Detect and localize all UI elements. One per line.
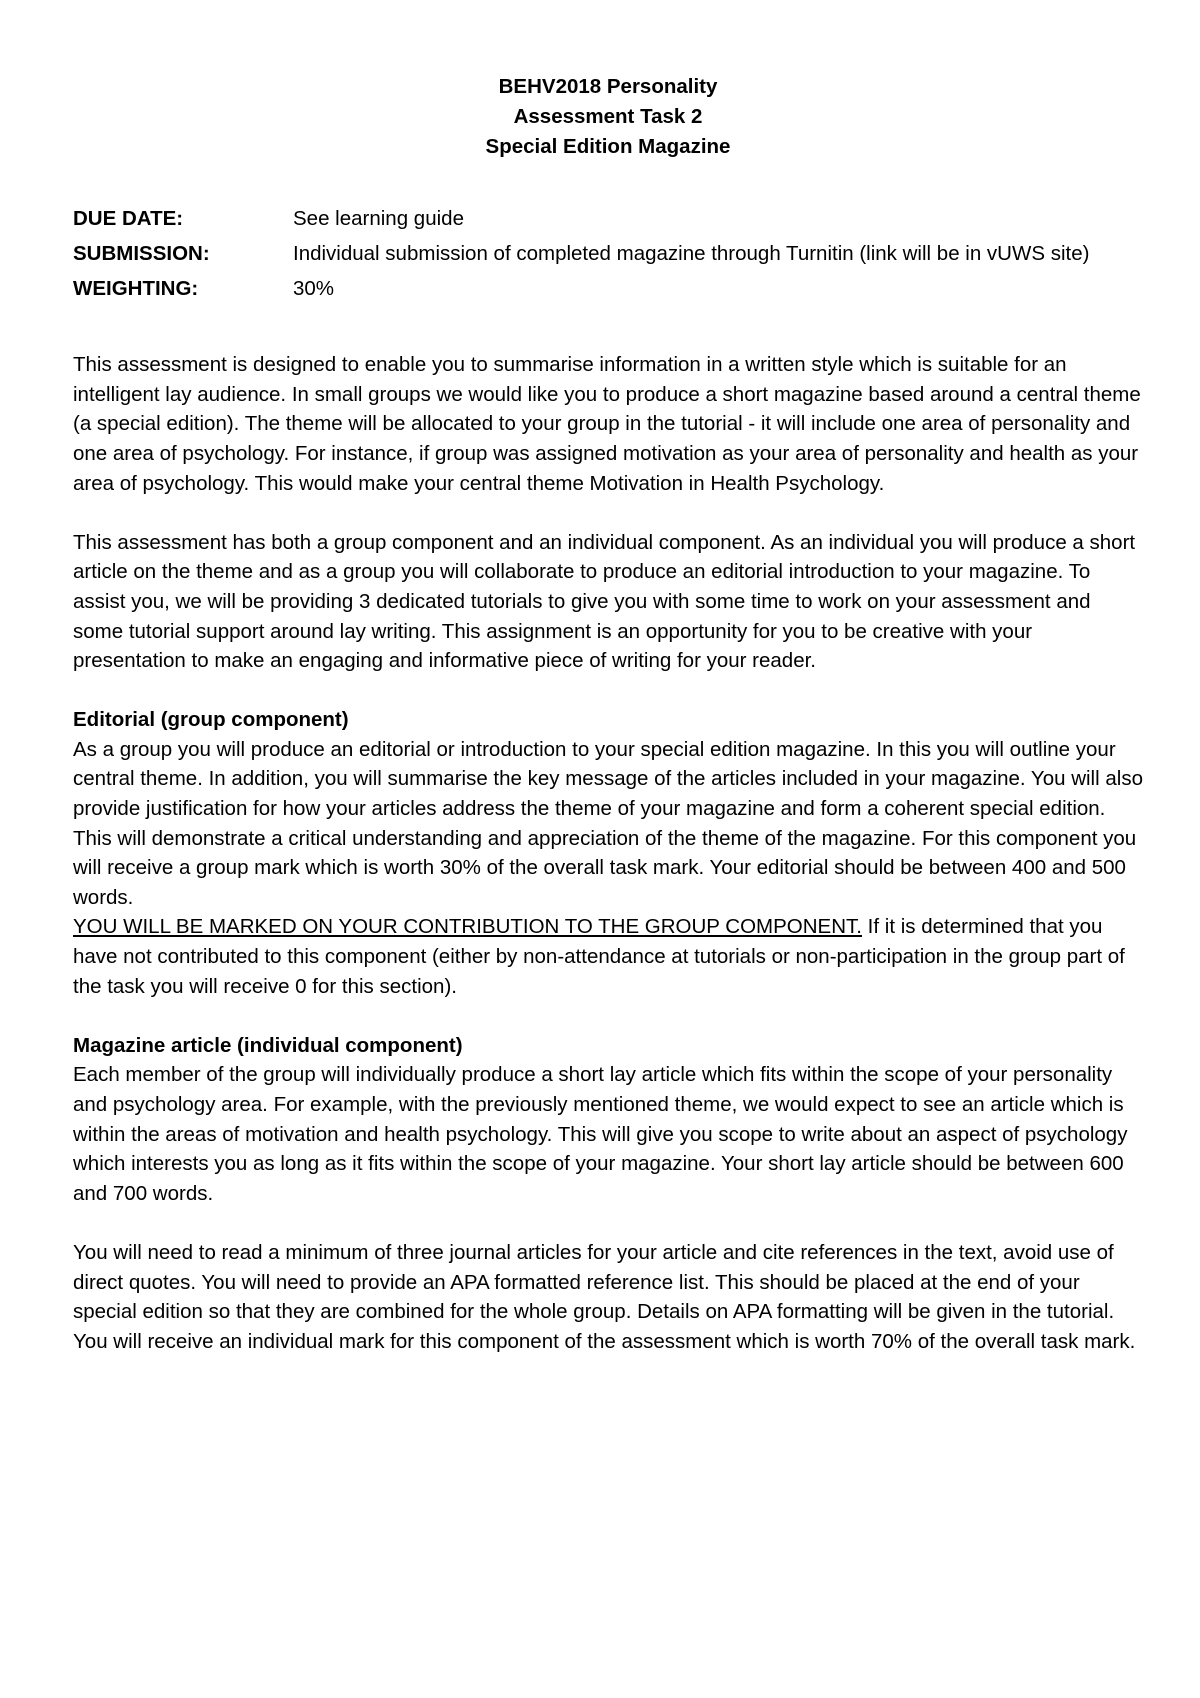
course-title: BEHV2018 Personality [498,75,718,98]
contribution-warning: YOU WILL BE MARKED ON YOUR CONTRIBUTION TO THE GROUP COMPONENT. [73,915,862,939]
weighting-label: WEIGHTING: [73,276,199,300]
assessment-details [73,204,1143,303]
submission-label: SUBMISSION: [73,241,210,265]
document-title: Special Edition Magazine [485,134,731,158]
editorial-warning [73,912,1143,1001]
editorial-body: As a group you will produce an editorial or introduction to your special edition magazine. In this you will outline your central theme. In addition, you will summarise the key message of the articles included in your magazine. You will also provide justification for how your articles address the theme of your magazine and form a coherent special edition. This will demonstrate a critical understanding and appreciation of the theme of the magazine. For this component you will receive a group mark which is worth 30% of the overall task mark. Your editorial should be between 400 and 500 words. [73,737,1143,909]
contribution-warning-detail: If it is determined that you have not contributed to this component (either by non-attendance at tutorials or non-participation in the group part of the task you will receive 0 for this section). [73,915,1125,998]
submission-value: Individual submission of completed magazine through Turnitin (link will be in vUWS site) [293,241,1090,265]
due-date-label: DUE DATE: [73,207,184,231]
title-block [73,72,1143,161]
article-heading: Magazine article (individual component) [73,1033,463,1057]
weighting-value: 30% [293,276,335,300]
article-body: Each member of the group will individually produce a short lay article which fits within the scope of your personality and psychology area. For example, with the previously mentioned theme, we would expect to see an article which is within the areas of motivation and health psychology. This will give you scope to write about an aspect of psychology which interests you as long as it fits within the scope of your magazine. Your short lay article should be between 600 and 700 words. [73,1063,1128,1205]
document-page [73,72,1143,1356]
editorial-heading: Editorial (group component) [73,708,349,732]
assessment-task: Assessment Task 2 [513,104,703,128]
intro-paragraph: This assessment is designed to enable you to summarise information in a written style which is suitable for an intelligent lay audience. In small groups we would like you to produce a short magazine based around a central theme (a special edition). The theme will be allocated to your group in the tutorial - it will include one area of personality and one area of psychology. For instance, if group was assigned motivation as your area of personality and health as your area of psychology. This would make your central theme Motivation in Health Psychology. [73,353,1141,495]
due-date-value: See learning guide [293,207,464,231]
components-paragraph: This assessment has both a group component and an individual component. As an individual you will produce a short article on the theme and as a group you will collaborate to produce an editorial introduction to your magazine. To assist you, we will be providing 3 dedicated tutorials to give you with some time to work on your assessment and some tutorial support around lay writing. This assignment is an opportunity for you to be creative with your presentation to make an engaging and informative piece of writing for your reader. [73,530,1136,673]
references-paragraph: You will need to read a minimum of three journal articles for your article and cite references in the text, avoid use of direct quotes. You will need to provide an APA formatted reference list. This should be placed at the end of your special edition so that they are combined for the whole group. Details on APA formatting will be given in the tutorial. You will receive an individual mark for this component of the assessment which is worth 70% of the overall task mark. [73,1240,1136,1353]
